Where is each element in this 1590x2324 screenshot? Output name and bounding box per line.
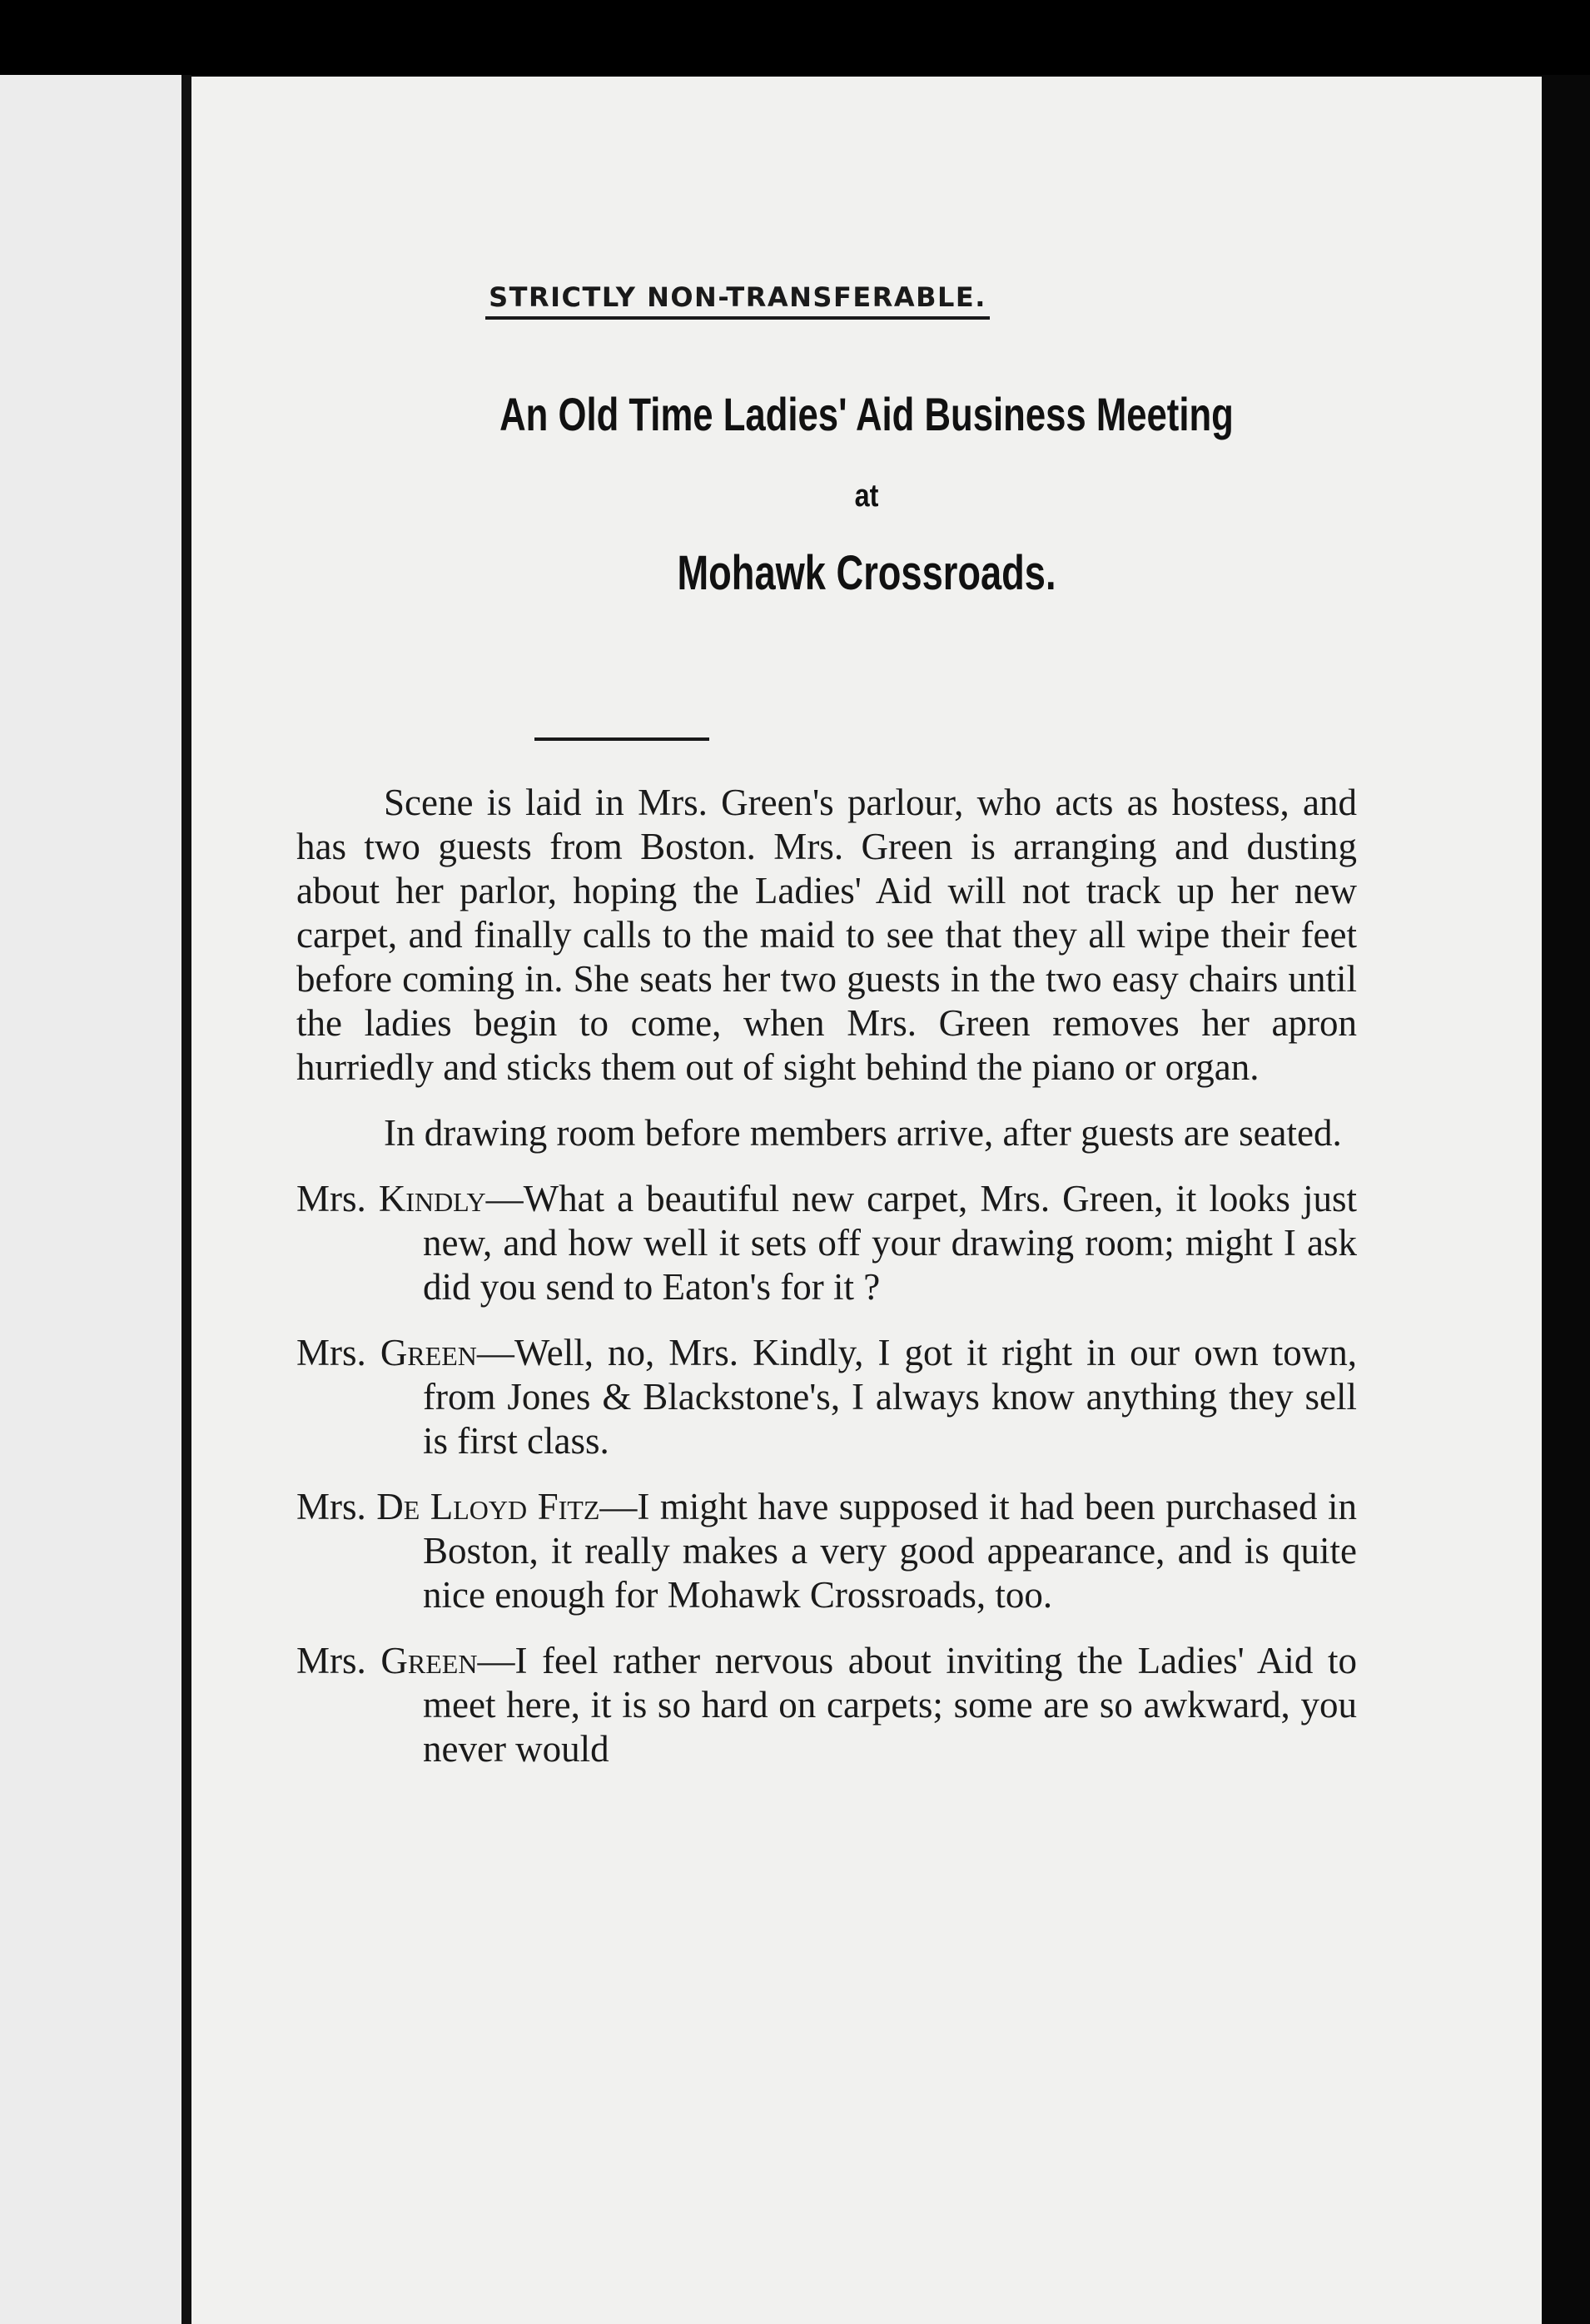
dialogue-text: —Well, no, Mrs. Kindly, I got it right in our own town, from Jones & Blackstone's, I always know anything they sell is first class. <box>423 1332 1358 1462</box>
dialogue-text: —What a beautiful new carpet, Mrs. Green, it looks just new, and how well it sets off your drawing room; might I ask did you send to Eaton's for it ? <box>423 1178 1357 1308</box>
setting-paragraph: In drawing room before members arrive, after guests are seated. <box>384 1112 1342 1154</box>
dialogue-de-lloyd-fitz <box>296 1485 1357 1617</box>
dialogue-green-2 <box>296 1639 1357 1771</box>
speaker-prefix: Mrs. <box>296 1486 377 1527</box>
non-transferable-notice <box>350 281 1125 320</box>
title-divider <box>534 737 709 741</box>
scene-paragraph: Scene is laid in Mrs. Green's parlour, who acts as hostess, and has two guests from Boston. Mrs. Green is arranging and dusting about her parlor, hoping the Ladies' Aid will not track up her new carpet, and finally calls to the maid to see that they all wipe their feet before coming in. She seats her two guests in the two easy chairs until the ladies begin to come, when Mrs. Green removes her apron hurriedly and sticks them out of sight behind the piano or organ. <box>296 782 1357 1088</box>
left-page-edge <box>0 75 185 2324</box>
speaker-name: Kindly <box>378 1178 486 1219</box>
title-line-2: at <box>854 479 879 514</box>
title-line-1: An Old Time Ladies' Aid Business Meeting <box>499 388 1234 440</box>
dialogue-green-1 <box>296 1331 1357 1463</box>
speaker-prefix: Mrs. <box>296 1640 381 1681</box>
notice-text: STRICTLY NON-TRANSFERABLE. <box>485 281 990 320</box>
speaker-name: Green <box>380 1332 477 1373</box>
dialogue-text: —I feel rather nervous about inviting the Ladies' Aid to meet here, it is so hard on carpets; some are so awkward, you never would <box>423 1640 1357 1770</box>
dialogue-text: —I might have supposed it had been purchased in Boston, it really makes a very good appearance, and is quite nice enough for Mohawk Crossroads, too. <box>423 1486 1358 1616</box>
book-spine <box>181 75 191 2324</box>
speaker-prefix: Mrs. <box>296 1178 379 1219</box>
dialogue-kindly <box>296 1177 1357 1309</box>
speaker-name: Green <box>380 1640 478 1681</box>
right-page-edge <box>1542 75 1590 2324</box>
title-line-3: Mohawk Crossroads. <box>677 546 1056 600</box>
body-text <box>296 781 1357 1793</box>
speaker-name: De Lloyd Fitz <box>376 1486 600 1527</box>
speaker-prefix: Mrs. <box>296 1332 380 1373</box>
